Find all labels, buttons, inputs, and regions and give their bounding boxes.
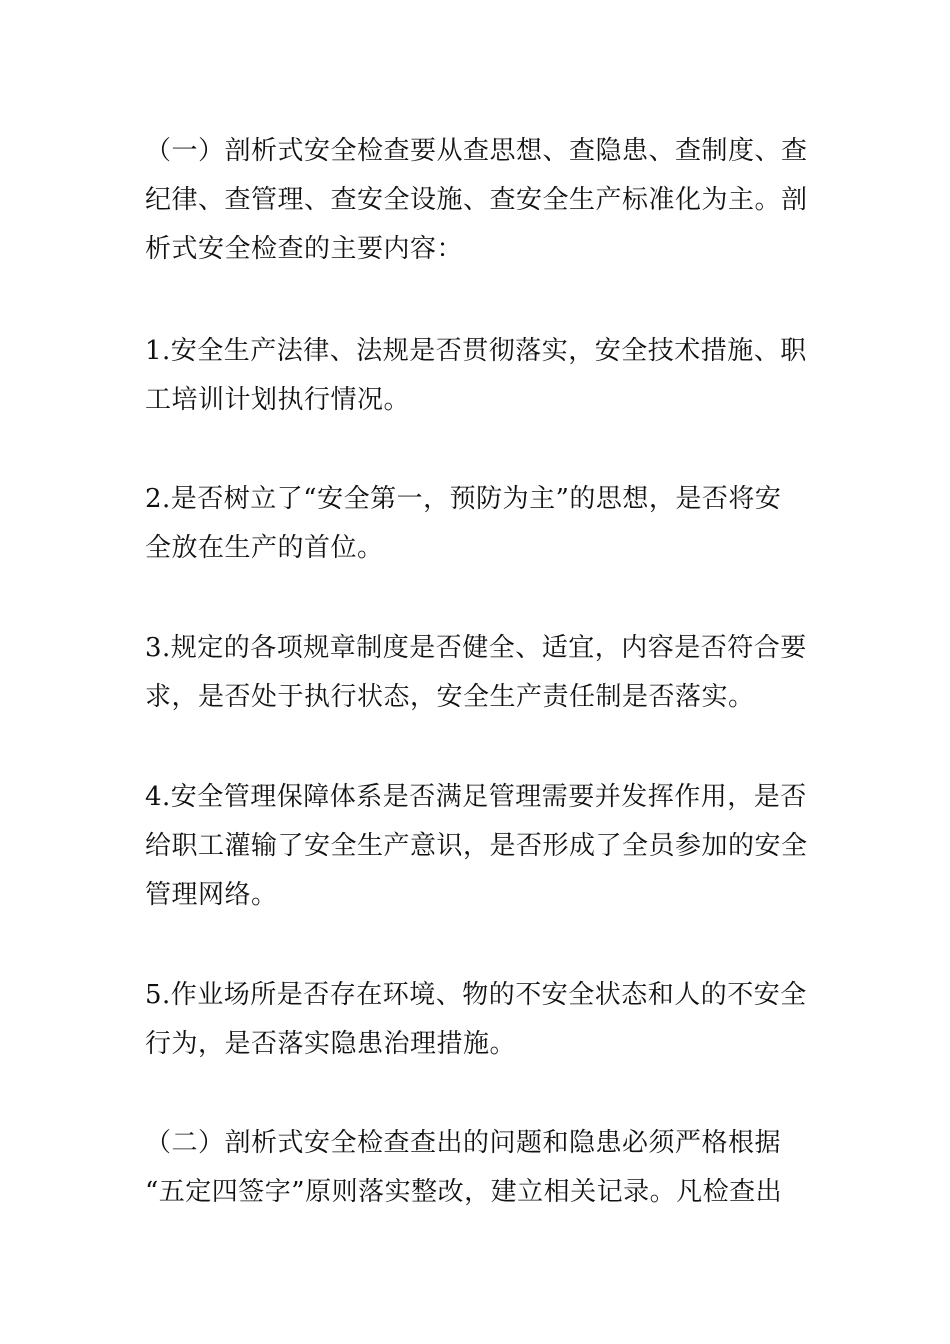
paragraph-4-line-2: 求，是否处于执行状态，安全生产责任制是否落实。	[145, 682, 755, 712]
paragraph-5-line-2: 给职工灌输了安全生产意识，是否形成了全员参加的安全	[145, 831, 808, 861]
paragraph-1-line-3: 析式安全检查的主要内容：	[145, 234, 464, 264]
paragraph-2-line-2: 工培训计划执行情况。	[145, 385, 411, 415]
paragraph-5-line-1: 4.安全管理保障体系是否满足管理需要并发挥作用，是否	[145, 782, 807, 812]
paragraph-1-line-2: 纪律、查管理、查安全设施、查安全生产标准化为主。剖	[145, 185, 808, 215]
paragraph-3-line-1: 2.是否树立了“安全第一，预防为主”的思想，是否将安	[145, 484, 782, 514]
paragraph-4-line-1: 3.规定的各项规章制度是否健全、适宜，内容是否符合要	[145, 633, 807, 663]
paragraph-6-line-2: 行为，是否落实隐患治理措施。	[145, 1029, 517, 1059]
paragraph-7-line-1: （二）剖析式安全检查查出的问题和隐患必须严格根据	[145, 1128, 782, 1158]
paragraph-5-line-3: 管理网络。	[145, 880, 278, 910]
paragraph-3-line-2: 全放在生产的首位。	[145, 533, 384, 563]
paragraph-2-line-1: 1.安全生产法律、法规是否贯彻落实，安全技术措施、职	[145, 336, 807, 366]
paragraph-1-line-1: （一）剖析式安全检查要从查思想、查隐患、查制度、查	[145, 136, 808, 166]
paragraph-6-line-1: 5.作业场所是否存在环境、物的不安全状态和人的不安全	[145, 980, 807, 1010]
paragraph-7-line-2: “五定四签字”原则落实整改，建立相关记录。凡检查出	[145, 1177, 783, 1207]
